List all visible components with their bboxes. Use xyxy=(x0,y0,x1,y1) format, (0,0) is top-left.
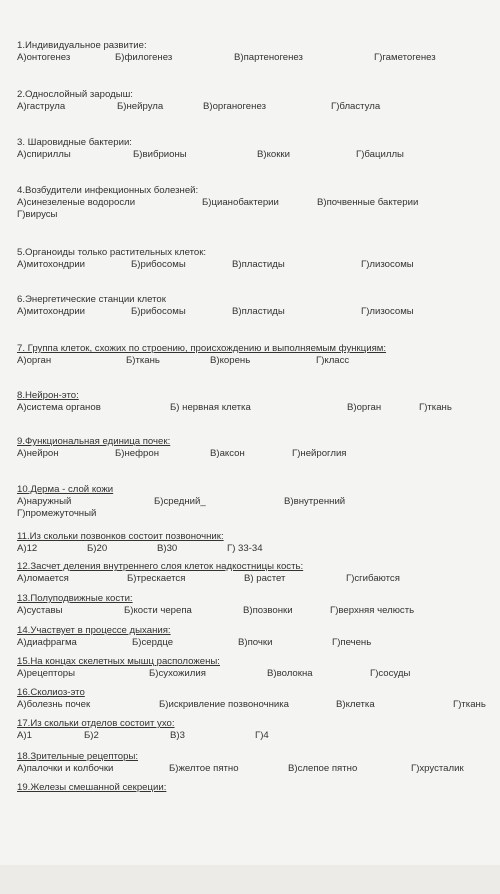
answer-a: А)онтогенез xyxy=(17,52,71,63)
question-text: 12.Засчет деления внутреннего слоя клеток надкостницы кость: xyxy=(17,561,304,572)
answer-v: В)волокна xyxy=(267,668,313,679)
bottom-bar xyxy=(0,865,500,894)
question-9 xyxy=(17,436,477,460)
answer-v: В)почвенные бактерии xyxy=(317,197,419,208)
question-text: 9.Функциональная единица почек: xyxy=(17,436,171,447)
answer-v: В) растет xyxy=(244,573,286,584)
question-8 xyxy=(17,390,487,414)
answer-a: А)гаструла xyxy=(17,101,66,112)
answer-g: Г)4 xyxy=(255,730,269,741)
answer-v: В)аксон xyxy=(210,448,245,459)
answer-a: А)ломается xyxy=(17,573,69,584)
answer-b: Б)нейрула xyxy=(117,101,164,112)
question-3 xyxy=(17,137,477,161)
answer-g: Г)класс xyxy=(316,355,350,366)
answer-a: А)синезеленые водоросли xyxy=(17,197,136,208)
question-11 xyxy=(17,531,477,555)
answer-g: Г)ткань xyxy=(419,402,452,413)
answer-v: В)корень xyxy=(210,355,251,366)
answer-v: В)пластиды xyxy=(232,306,285,317)
question-text: 6.Энергетические станции клеток xyxy=(17,294,166,305)
answer-v: В)30 xyxy=(157,543,178,554)
answer-b: Б)сухожилия xyxy=(149,668,206,679)
question-7 xyxy=(17,343,477,367)
answer-a: А)12 xyxy=(17,543,38,554)
answers xyxy=(17,197,487,209)
answers xyxy=(17,149,477,161)
answer-g: Г)бациллы xyxy=(356,149,404,160)
answer-g: Г)промежуточный xyxy=(17,508,97,519)
answer-v: В)3 xyxy=(170,730,185,741)
answer-b: Б)сердце xyxy=(132,637,174,648)
answer-b: Б)филогенез xyxy=(115,52,173,63)
answer-b: Б)искривление позвоночника xyxy=(159,699,289,710)
answer-v: В)почки xyxy=(238,637,273,648)
answer-g: Г)ткань xyxy=(453,699,486,710)
answer-g: Г)нейроглия xyxy=(292,448,347,459)
answer-b: Б)цианобактерии xyxy=(202,197,279,208)
answer-v: В)пластиды xyxy=(232,259,285,270)
answer-b: Б)ткань xyxy=(126,355,160,366)
answer-a: А)нейрон xyxy=(17,448,59,459)
answers xyxy=(17,763,487,775)
answer-v: В)внутренний xyxy=(284,496,346,507)
answer-b: Б)нефрон xyxy=(115,448,159,459)
question-16 xyxy=(17,687,493,711)
answer-v: В)слепое пятно xyxy=(288,763,358,774)
answers xyxy=(17,573,477,585)
question-text: 14.Участвует в процессе дыхания: xyxy=(17,625,171,636)
question-10 xyxy=(17,484,477,520)
answer-a: А)наружный xyxy=(17,496,72,507)
question-text: 1.Индивидуальное развитие: xyxy=(17,40,147,51)
answers xyxy=(17,52,477,64)
question-19 xyxy=(17,782,166,794)
question-15 xyxy=(17,656,477,680)
answers xyxy=(17,448,477,460)
question-6 xyxy=(17,294,477,318)
answer-g: Г)вирусы xyxy=(17,209,58,220)
answer-g: Г)хрусталик xyxy=(411,763,464,774)
answers xyxy=(17,306,477,318)
question-text: 16.Сколиоз-это xyxy=(17,687,85,698)
answer-g: Г) 33-34 xyxy=(227,543,263,554)
answer-b: Б) нервная клетка xyxy=(170,402,251,413)
answer-b: Б)20 xyxy=(87,543,108,554)
answer-b: Б)трескается xyxy=(127,573,186,584)
question-text: 17.Из скольки отделов состоит ухо: xyxy=(17,718,175,729)
answer-v: В)органогенез xyxy=(203,101,266,112)
answer-v: В)орган xyxy=(347,402,382,413)
answer-g: Г)верхняя челюсть xyxy=(330,605,415,616)
answer-a: А)митохондрии xyxy=(17,259,86,270)
answer-a: А)спириллы xyxy=(17,149,71,160)
question-text: 11.Из скольки позвонков состоит позвоночник: xyxy=(17,531,224,542)
answer-b: Б)рибосомы xyxy=(131,259,186,270)
answers xyxy=(17,605,477,617)
answer-a: А)палочки и колбочки xyxy=(17,763,114,774)
question-13 xyxy=(17,593,477,617)
answer-b: Б)рибосомы xyxy=(131,306,186,317)
answer-b: Б)желтое пятно xyxy=(169,763,239,774)
question-text: 18.Зрительные рецепторы: xyxy=(17,751,139,762)
answers xyxy=(17,668,477,680)
question-text: 4.Возбудители инфекционных болезней: xyxy=(17,185,199,196)
answer-g: Г)бластула xyxy=(331,101,381,112)
answers xyxy=(17,355,477,367)
question-5 xyxy=(17,247,477,271)
answer-g: Г)сгибаются xyxy=(346,573,400,584)
answer-v: В)позвонки xyxy=(243,605,293,616)
question-text: 15.На концах скелетных мышц расположены: xyxy=(17,656,220,667)
answer-g: Г)сосуды xyxy=(370,668,411,679)
answer-a: А)болезнь почек xyxy=(17,699,91,710)
answers xyxy=(17,259,477,271)
answers xyxy=(17,496,477,508)
answers xyxy=(17,730,477,742)
question-18 xyxy=(17,751,487,775)
answer-a: А)1 xyxy=(17,730,32,741)
question-text: 19.Железы смешанной секреции: xyxy=(17,782,167,793)
answer-b: Б)2 xyxy=(84,730,99,741)
answers-continued xyxy=(17,209,487,221)
answers xyxy=(17,101,477,113)
answer-g: Г)гаметогенез xyxy=(374,52,436,63)
question-text: 5.Органоиды только растительных клеток: xyxy=(17,247,207,258)
answers xyxy=(17,637,477,649)
answer-g: Г)лизосомы xyxy=(361,259,414,270)
question-text: 3. Шаровидные бактерии: xyxy=(17,137,132,148)
answers xyxy=(17,402,487,414)
question-2 xyxy=(17,89,477,113)
answer-g: Г)лизосомы xyxy=(361,306,414,317)
answer-v: В)кокки xyxy=(257,149,290,160)
answer-a: А)митохондрии xyxy=(17,306,86,317)
answer-a: А)орган xyxy=(17,355,52,366)
answer-a: А)рецепторы xyxy=(17,668,76,679)
answer-b: Б)средний_ xyxy=(154,496,206,507)
question-14 xyxy=(17,625,477,649)
answer-a: А)суставы xyxy=(17,605,63,616)
question-text: 7. Группа клеток, схожих по строению, происхождению и выполняемым функциям: xyxy=(17,343,387,354)
question-text: 2.Однослойный зародыш: xyxy=(17,89,133,100)
question-text: 13.Полуподвижные кости: xyxy=(17,593,133,604)
question-text: 8.Нейрон-это: xyxy=(17,390,79,401)
answer-a: А)система органов xyxy=(17,402,101,413)
answer-v: В)клетка xyxy=(336,699,375,710)
question-12 xyxy=(17,561,477,585)
answers-continued xyxy=(17,508,477,520)
answer-a: А)диафрагма xyxy=(17,637,77,648)
answer-g: Г)печень xyxy=(332,637,372,648)
question-1 xyxy=(17,40,477,64)
answers xyxy=(17,543,477,555)
question-17 xyxy=(17,718,477,742)
answers xyxy=(17,699,493,711)
answer-v: В)партеногенез xyxy=(234,52,303,63)
answer-b: Б)вибрионы xyxy=(133,149,187,160)
question-text: 10.Дерма - слой кожи xyxy=(17,484,114,495)
question-4 xyxy=(17,185,487,221)
answer-b: Б)кости черепа xyxy=(124,605,192,616)
